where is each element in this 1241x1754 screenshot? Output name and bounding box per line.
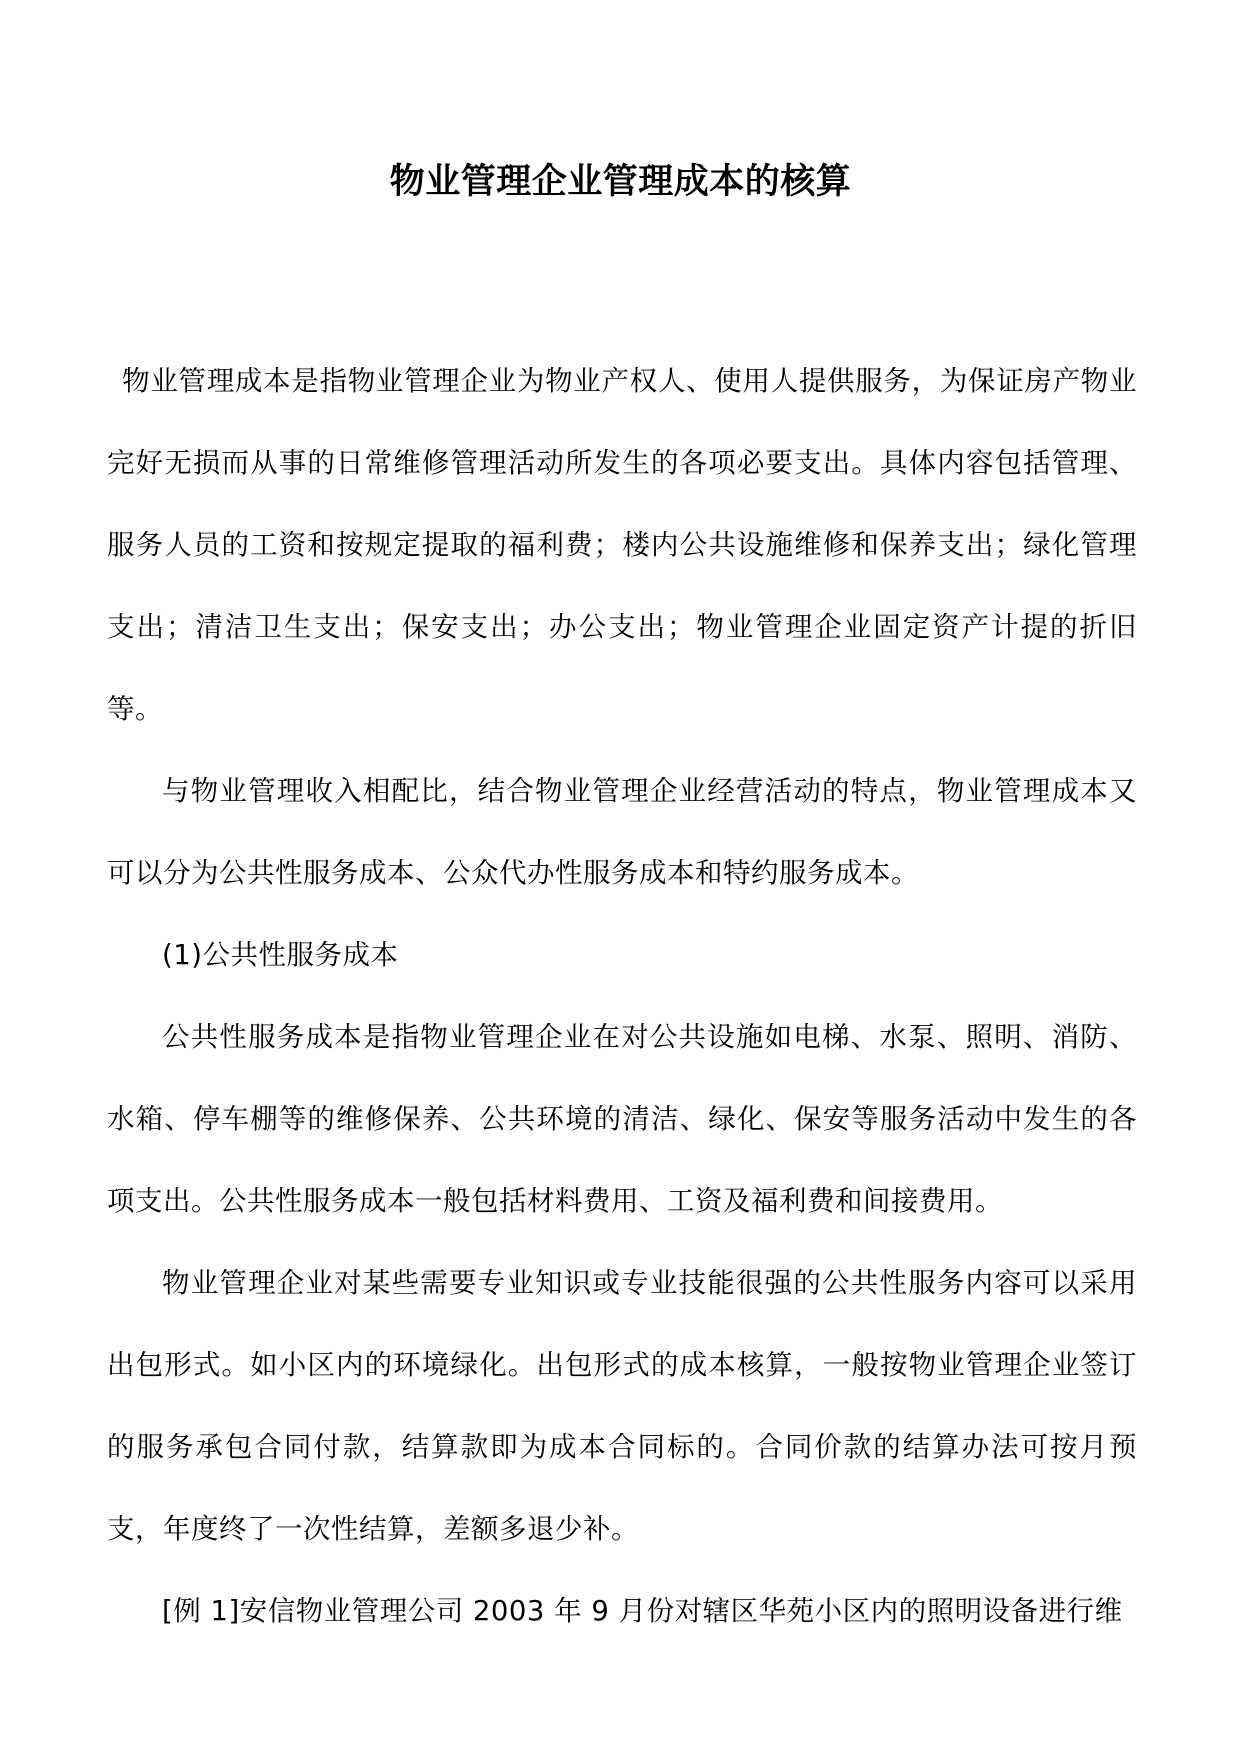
paragraph-example-1: [例 1]安信物业管理公司 2003 年 9 月份对辖区华苑小区内的照明设备进行维 [162,1595,1123,1627]
paragraph-outsourcing: 物业管理企业对某些需要专业知识或专业技能很强的公共性服务内容可以采用出包形式。如小区内的环境绿化。出包形式的成本核算，一般按物业管理企业签订的服务承包合同付款，结算款即为成本合同标的。合同价款的结算办法可按月预支，年度终了一次性结算，差额多退少补。 [107,1267,1137,1545]
paragraph-public-service-cost: 公共性服务成本是指物业管理企业在对公共设施如电梯、水泵、照明、消防、水箱、停车棚等的维修保养、公共环境的清洁、绿化、保安等服务活动中发生的各项支出。公共性服务成本一般包括材料费用、工资及福利费和间接费用。 [107,1021,1137,1217]
paragraph-cost-classification: 与物业管理收入相配比，结合物业管理企业经营活动的特点，物业管理成本又可以分为公共性服务成本、公众代办性服务成本和特约服务成本。 [107,775,1137,889]
document-body [107,340,1137,1652]
paragraph-cost-definition: 物业管理成本是指物业管理企业为物业产权人、使用人提供服务，为保证房产物业完好无损而从事的日常维修管理活动所发生的各项必要支出。具体内容包括管理、服务人员的工资和按规定提取的福利费；楼内公共设施维修和保养支出；绿化管理支出；清洁卫生支出；保安支出；办公支出；物业管理企业固定资产计提的折旧等。 [107,365,1137,725]
document-title: 物业管理企业管理成本的核算 [389,161,852,202]
section-heading-public-service-cost: (1)公共性服务成本 [162,939,399,971]
